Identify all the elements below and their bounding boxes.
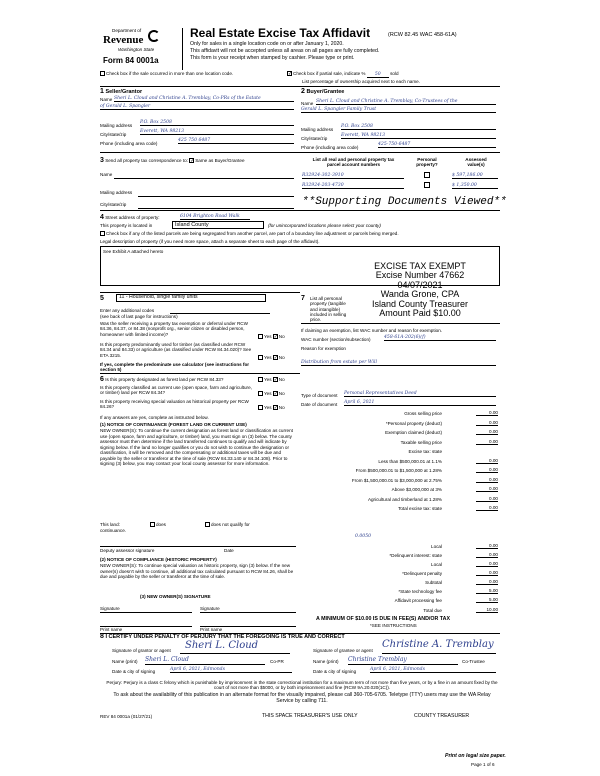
doc-date-field[interactable]: April 6, 2021 xyxy=(344,400,496,406)
total-due-label: Total due xyxy=(423,608,442,613)
owner-signature-label-1: Signature xyxy=(100,606,120,611)
buyer-address-label: Mailing address xyxy=(301,127,334,132)
this-land-label: This land: xyxy=(100,522,120,527)
wac-number-field[interactable]: 458-61A-202(6)(f) xyxy=(384,335,496,341)
seller-address-field[interactable]: P.O. Box 2508 xyxy=(140,120,294,126)
county-label: This property is located in xyxy=(100,223,153,228)
doc-date-label: Date of document xyxy=(301,402,338,407)
revision-code: REV 84 0001a (01/27/21) xyxy=(100,714,153,719)
interest-local-label: Local xyxy=(431,562,442,567)
tax-row-label: Above $3,000,000 at 3% xyxy=(391,487,442,492)
note-3: This form is your receipt when stamped by cashier. Please type or print. xyxy=(190,55,355,61)
doc-type-label: Type of document xyxy=(301,393,338,398)
interest-value[interactable]: 0.00 xyxy=(476,552,498,558)
accessibility-notice: To ask about the availability of this publication in an alternate format for the visually impaired, please call 360-705-6705. Teletype (TTY) users may use the WA Relay Service by calling 711. xyxy=(113,692,491,704)
minimum-notice: A MINIMUM OF $10.00 IS DUE IN FEE(S) AND/OR TAX xyxy=(316,616,451,622)
county-select[interactable]: Island County xyxy=(172,221,264,229)
section3-heading: Send all property tax correspondence to: xyxy=(105,158,188,163)
segregated-checkbox[interactable]: Check box if any of the listed parcels are being segregated from another parcel, are part of a boundary line adjustment or parcels being merged. xyxy=(100,231,399,236)
note-2: This affidavit will not be accepted unless all areas on all pages are fully completed. xyxy=(190,48,380,54)
tax-row-label: Taxable selling price xyxy=(400,439,442,445)
local-label: Local xyxy=(431,544,442,549)
tax-row-label: Exemption claimed (deduct) xyxy=(385,430,442,435)
s5-q2-answer[interactable]: Yes ✓No xyxy=(258,355,285,360)
tax-row-label: *Personal property (deduct) xyxy=(385,420,442,426)
tax-row-value[interactable]: 0.00 xyxy=(476,439,498,445)
s5-question-1: Was the seller receiving a property tax exemption or deferral under RCW 84.36, 84.37, or 84.38 (nonprofit org., senior citizen or disabled person, homeowner with limited income)? xyxy=(100,321,248,337)
s7-text: List all personal property (tangible and intangible) included in selling price. xyxy=(310,296,347,323)
tax-row-label: Agricultural and timberland at 1.28% xyxy=(367,496,442,502)
grantor-name-field[interactable]: Sheri L. Cloud xyxy=(145,657,265,665)
assessed-value-1[interactable]: $ 597,186.00 xyxy=(452,173,498,179)
supporting-docs-stamp: **Supporting Documents Viewed** xyxy=(302,196,507,208)
assessed-col-header: Assessed value(s) xyxy=(465,157,487,168)
tax-row-label: Total excise tax: state xyxy=(398,506,442,511)
subtotal-label: Subtotal xyxy=(425,580,442,585)
notice3-heading: (3) NEW OWNER(S) SIGNATURE xyxy=(140,594,211,599)
seller-phone-field[interactable]: 425 750 6487 xyxy=(178,138,294,144)
grantee-date-label: Date & city of signing xyxy=(313,669,357,674)
personal-checkbox-1[interactable] xyxy=(424,172,430,178)
personal-checkbox-2[interactable] xyxy=(424,182,430,188)
owner-print-label-1: Print name xyxy=(100,627,123,632)
total-due-value[interactable]: 10.00 xyxy=(476,607,498,613)
buyer-phone-label: Phone (including area code) xyxy=(301,145,359,150)
tech-fee-value[interactable]: 5.00 xyxy=(476,588,498,594)
tax-row-label: From $1,500,000.01 to $3,000,000 at 2.75% xyxy=(351,477,442,483)
notice2-text: NEW OWNER(S): To continue special valuation as historic property, sign (3) below. If the new owner(s) doesn't wish to continue, all additional tax calculated pursuant to RCW 84.26, shall be due and payable by the seller or transferor at the time of sale. xyxy=(100,563,294,579)
tax-row-label: Excise tax: state xyxy=(408,449,442,454)
dept-state: Washington State xyxy=(118,47,155,52)
buyer-address-field[interactable]: P.O. Box 2508 xyxy=(341,124,496,130)
s3-city-label: City/state/zip xyxy=(100,202,127,207)
ownership-note: List percentage of ownership acquired next to each name. xyxy=(302,79,420,84)
land-does-checkbox[interactable]: does xyxy=(150,522,166,527)
tax-row-value[interactable]: 0.00 xyxy=(476,467,498,473)
street-field[interactable]: 6104 Brighton Road Walk xyxy=(180,214,250,220)
owner-signature-label-2: Signature xyxy=(200,606,220,611)
land-does-not-checkbox[interactable]: does not qualify for xyxy=(205,522,250,527)
dept-name: Revenue xyxy=(103,34,144,46)
seller-name-field[interactable]: Sheri L. Cloud and Christine A. Tremblay, Co-PRs of the Estate xyxy=(114,96,294,102)
tax-row-value[interactable]: 0.00 xyxy=(476,410,498,416)
interest-local-value[interactable]: 0.00 xyxy=(476,561,498,567)
certify-heading: I CERTIFY UNDER PENALTY OF PERJURY THAT THE FOREGOING IS TRUE AND CORRECT xyxy=(105,634,345,640)
same-as-buyer-checkbox[interactable]: ✓ xyxy=(190,158,195,165)
additional-codes-note: (see back of last page for instructions) xyxy=(100,314,178,319)
buyer-name-field-2[interactable]: Gerald L. Spangler Family Trust xyxy=(301,107,496,113)
s6-q2-answer[interactable]: Yes ✓No xyxy=(258,391,285,396)
grantee-name-field[interactable]: Christine Tremblay xyxy=(348,657,458,665)
s6-answer-note: If any answers are yes, complete as instructed below. xyxy=(100,415,209,420)
seller-name-label: Name xyxy=(100,97,113,102)
dept-label: Department of xyxy=(112,28,142,33)
tax-row-value[interactable]: 0.00 xyxy=(476,458,498,464)
excise-exempt-stamp: EXCISE TAX EXEMPT Excise Number 47662 04/07/2021 Wanda Grone, CPA Island County Treasurer Amount Paid $10.00 xyxy=(371,261,469,319)
processing-fee-value[interactable]: 5.00 xyxy=(476,597,498,603)
deputy-signature-label: Deputy assessor signature xyxy=(100,548,155,553)
s5-question-3: If yes, complete the predominate use calculator (see instructions for section 5) xyxy=(100,362,250,373)
wac-label: If claiming an exemption, list WAC number and reason for exemption. xyxy=(301,328,443,333)
legal-description: See Exhibit A attached hereto xyxy=(103,249,164,254)
wac-number-label: WAC number (section/subsection) xyxy=(301,337,371,342)
personal-col-header: Personal property? xyxy=(416,157,438,168)
continuance-label: continuance. xyxy=(100,528,127,533)
s6-question-2: Is this property classified as current use (open space, farm and agriculture, or timber) land per RCW 84.34? xyxy=(100,385,252,396)
grantee-role: Co-Trustee xyxy=(462,659,485,664)
grantor-role: Co-PR xyxy=(270,659,284,664)
grantor-name-label: Name (print) xyxy=(112,659,138,664)
additional-codes-label: Enter any additional codes xyxy=(100,308,155,313)
revenue-logo-icon xyxy=(148,30,160,42)
grantor-date-label: Date & city of signing xyxy=(112,669,156,674)
buyer-city-label: City/state/zip xyxy=(301,136,328,141)
deputy-date-label: Date xyxy=(224,548,234,553)
section5-number: 5 xyxy=(100,295,104,302)
page-title: Real Estate Excise Tax Affidavit xyxy=(190,26,371,40)
buyer-name-field[interactable]: Sheri L. Cloud and Christine A. Tremblay, Co-Trustees of the xyxy=(316,99,496,105)
seller-city-label: City/state/zip xyxy=(100,132,127,137)
tax-row-label: Gross selling price xyxy=(404,411,442,416)
s3-address-label: Mailing address xyxy=(100,190,133,195)
county-treasurer-label: COUNTY TREASURER xyxy=(414,713,470,719)
penalty-label: *Delinquent penalty xyxy=(402,571,442,576)
tax-row-label: Less than $500,000.01 at 1.1% xyxy=(378,458,442,464)
reason-label: Reason for exemption xyxy=(301,346,346,351)
page-number: Page 1 of 6 xyxy=(471,762,495,767)
seller-phone-label: Phone (including area code) xyxy=(100,141,158,146)
s6-question-3: Is this property receiving special valuation as historical property per RCW 84.26? xyxy=(100,399,249,410)
partial-sale-checkbox[interactable]: ✓Check box if partial sale, indicate % 50 sold xyxy=(288,71,399,78)
s5-question-2: Is this property predominantly used for timber (as classified under RCW 84.34 and 84.33) or agriculture (as classified under RCW 84.34.020)? See ETA 3215. xyxy=(100,342,252,358)
doc-type-field[interactable]: Personal Representatives Deed xyxy=(344,391,496,397)
s3-name-label: Name xyxy=(100,172,113,177)
grantee-signature-label: Signature of grantee or agent xyxy=(313,648,373,653)
buyer-city-field[interactable]: Everett, WA 98213 xyxy=(341,133,496,139)
tax-row-value[interactable]: 0.00 xyxy=(476,496,498,502)
county-note: (for unincorporated locations please select your county) xyxy=(268,223,381,228)
grantee-date-field[interactable]: April 6, 2021, Edmonds xyxy=(370,667,496,673)
seller-address-label: Mailing address xyxy=(100,123,133,128)
s6-q1-answer[interactable]: Yes ✓No xyxy=(258,377,285,382)
s5-q1-answer[interactable]: Yes ✓No xyxy=(258,334,285,339)
notice1-text: NEW OWNER(S): To continue the current designation as forest land or classification as current use (open space, farm and agriculture, or timber) land, you must sign on (3) below. The county assessor must then determine if the land transferred continues to qualify and will indicate by signing below. If the land no longer qualifies or you do not wish to continue the designation or classification, it will be removed and the compensating or additional taxes will be due and payable by the seller or transferor at the time of sale (RCW 84.33.140 or 84.34.108). Prior to signing (3) below, you may contact your local county assessor for more information. xyxy=(100,428,293,466)
seller-city-field[interactable]: Everett, WA 98213 xyxy=(140,129,294,135)
notice2-heading: (2) NOTICE OF COMPLIANCE (HISTORIC PROPERTY) xyxy=(100,557,217,562)
buyer-name-label: Name xyxy=(301,101,314,106)
land-use-select[interactable]: 11 - Household, single family units xyxy=(116,294,266,302)
local-rate: 0.0050 xyxy=(355,534,372,539)
tax-row-label: From $500,000.01 to $1,500,000 at 1.28% xyxy=(355,468,442,473)
tax-row-value[interactable]: 0.00 xyxy=(476,505,498,511)
grantor-signature-label: Signature of grantor or agent xyxy=(112,648,171,653)
parcel-col-header: List all real and personal property tax parcel account numbers xyxy=(312,157,395,168)
multi-location-checkbox[interactable]: Check box if the sale occurred in more than one location code. xyxy=(100,71,233,76)
form-number: Form 84 0001a xyxy=(103,56,159,65)
tech-fee-label: *State technology fee xyxy=(398,589,442,594)
assessed-value-2[interactable]: $ 1,350.00 xyxy=(452,183,498,189)
see-instructions: *SEE INSTRUCTIONS xyxy=(370,623,417,628)
interest-label: *Delinquent interest: state xyxy=(389,553,442,558)
processing-fee-label: Affidavit processing fee xyxy=(394,598,442,603)
treasurer-use-label: THIS SPACE TREASURER'S USE ONLY xyxy=(262,713,358,719)
tax-row-value[interactable]: 0.00 xyxy=(476,477,498,483)
parcel-number-2[interactable]: R32924-203-4730 xyxy=(302,183,404,189)
legal-label: Legal description of property (if you need more space, attach a separate sheet to each page of the affidavit). xyxy=(100,239,320,244)
penalty-value[interactable]: 0.00 xyxy=(476,570,498,576)
tax-row-value[interactable]: 0.00 xyxy=(476,420,498,426)
s6-question-1: Is this property designated as forest land per RCW 84.33? xyxy=(105,377,224,382)
buyer-phone-field[interactable]: 425-750-6487 xyxy=(378,142,496,148)
local-value[interactable]: 0.00 xyxy=(476,543,498,549)
legal-paper-note: Print on legal size paper. xyxy=(445,753,506,759)
tax-row-value[interactable]: 0.00 xyxy=(476,429,498,435)
seller-name-field-2[interactable]: of Gerald L. Spangler xyxy=(100,104,294,110)
notice1-heading: (1) NOTICE OF CONTINUANCE (FOREST LAND OR CURRENT USE) xyxy=(100,422,247,427)
grantor-signature[interactable]: Sheri L. Cloud xyxy=(185,640,259,651)
title-ref: (RCW 82.45 WAC 458-61A) xyxy=(388,32,457,38)
tax-row-value[interactable]: 0.00 xyxy=(476,486,498,492)
grantee-signature[interactable]: Christine A. Tremblay xyxy=(382,639,494,650)
perjury-notice: Perjury: Perjury is a class C felony which is punishable by imprisonment in the state correctional institution for a maximum term of not more than five years, or by a fine in an amount fixed by the court of not more than $5000, or by both imprisonment and fine (RCW 9A.20.020(1C)). xyxy=(106,680,498,691)
reason-field[interactable]: Distribution from estate per Will xyxy=(301,360,496,366)
seller-heading: Seller/Grantor xyxy=(105,89,143,95)
grantee-name-label: Name (print) xyxy=(313,659,339,664)
owner-print-label-2: Print name xyxy=(200,627,223,632)
note-1: Only for sales in a single location code on or after January 1, 2020. xyxy=(190,41,344,47)
street-label: Street address of property: xyxy=(105,215,160,220)
parcel-number-1[interactable]: R32924-302-3910 xyxy=(302,173,404,179)
subtotal-value[interactable]: 0.00 xyxy=(476,579,498,585)
buyer-heading: Buyer/Grantee xyxy=(306,89,345,95)
grantor-date-field[interactable]: April 6, 2021, Edmonds xyxy=(170,667,292,673)
s6-q3-answer[interactable]: Yes ✓No xyxy=(258,405,285,410)
